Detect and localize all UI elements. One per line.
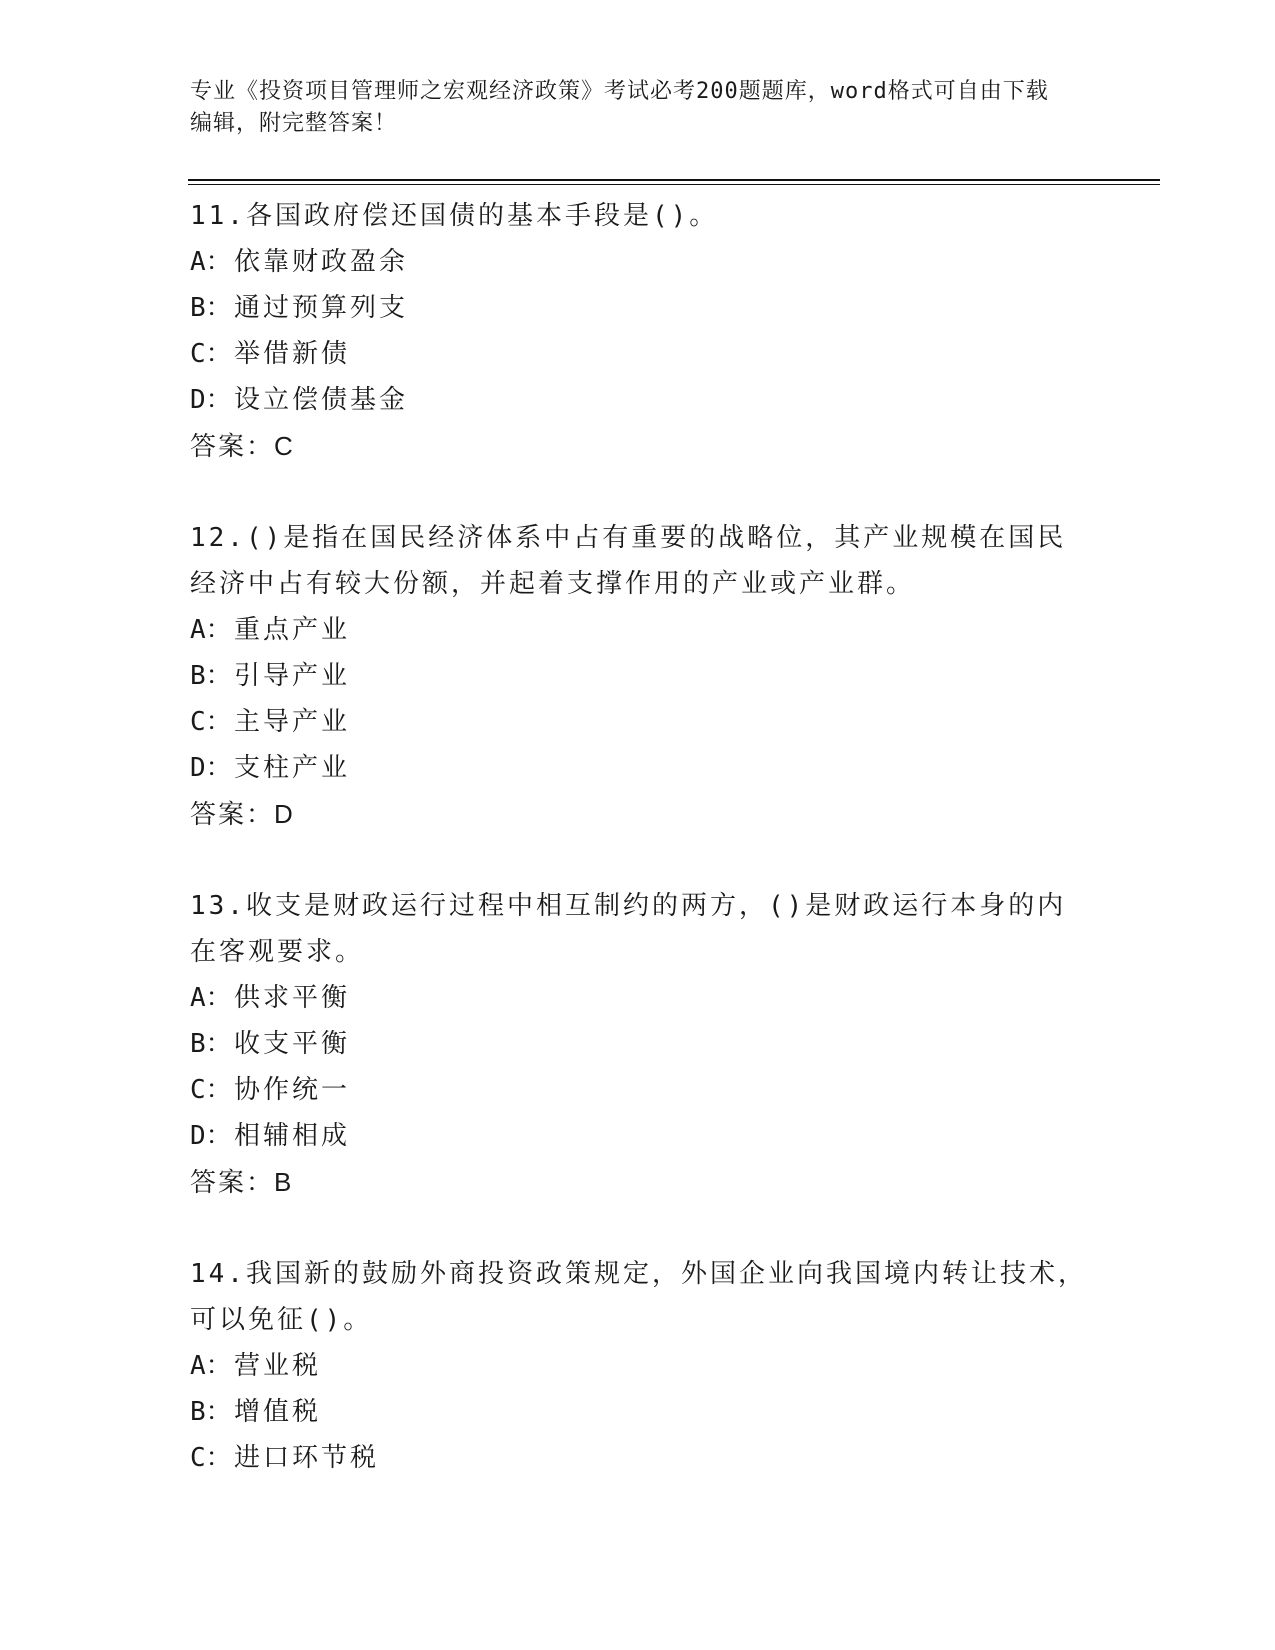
option-a — [190, 975, 1090, 1021]
option-text: 依靠财政盈余 — [234, 247, 409, 277]
question-12 — [190, 515, 1090, 837]
header-divider-thin — [188, 184, 1160, 185]
option-text: 增值税 — [234, 1397, 322, 1427]
option-letter: A： — [190, 247, 232, 277]
option-letter: D： — [190, 753, 232, 783]
option-letter: B： — [190, 1397, 232, 1427]
header-text: 专业《投资项目管理师之宏观经济政策》考试必考200题题库，word格式可自由下载编辑，附完整答案！ — [190, 79, 1049, 136]
option-b — [190, 1389, 1090, 1435]
option-letter: C： — [190, 1075, 232, 1105]
option-letter: B： — [190, 661, 232, 691]
answer-line: 答案：D — [190, 799, 295, 829]
option-text: 设立偿债基金 — [234, 385, 409, 415]
option-text: 营业税 — [234, 1351, 322, 1381]
option-text: 协作统一 — [234, 1075, 351, 1105]
option-b — [190, 285, 1090, 331]
option-text: 收支平衡 — [234, 1029, 351, 1059]
option-letter: A： — [190, 983, 232, 1013]
option-letter: C： — [190, 707, 232, 737]
option-text: 引导产业 — [234, 661, 351, 691]
question-11 — [190, 193, 1090, 469]
option-a — [190, 1343, 1090, 1389]
question-text: 14.我国新的鼓励外商投资政策规定，外国企业向我国境内转让技术，可以免征()。 — [190, 1259, 1087, 1335]
option-letter: B： — [190, 293, 232, 323]
question-text: 12.()是指在国民经济体系中占有重要的战略位，其产业规模在国民经济中占有较大份额，并起着支撑作用的产业或产业群。 — [190, 523, 1067, 599]
option-letter: B： — [190, 1029, 232, 1059]
header-divider-thick — [188, 179, 1160, 181]
option-d — [190, 377, 1090, 423]
question-13 — [190, 883, 1090, 1205]
option-text: 进口环节税 — [234, 1443, 380, 1473]
option-letter: C： — [190, 1443, 232, 1473]
option-text: 供求平衡 — [234, 983, 351, 1013]
answer-line: 答案：B — [190, 1167, 294, 1197]
answer-line: 答案：C — [190, 431, 295, 461]
question-list — [190, 193, 1090, 1527]
option-a — [190, 239, 1090, 285]
option-a — [190, 607, 1090, 653]
option-text: 举借新债 — [234, 339, 351, 369]
option-text: 重点产业 — [234, 615, 351, 645]
option-letter: C： — [190, 339, 232, 369]
option-letter: D： — [190, 385, 232, 415]
option-c — [190, 331, 1090, 377]
option-c — [190, 699, 1090, 745]
option-b — [190, 1021, 1090, 1067]
question-14 — [190, 1251, 1090, 1481]
option-text: 支柱产业 — [234, 753, 351, 783]
option-letter: A： — [190, 1351, 232, 1381]
option-d — [190, 745, 1090, 791]
option-c — [190, 1067, 1090, 1113]
option-c — [190, 1435, 1090, 1481]
question-text: 13.收支是财政运行过程中相互制约的两方，()是财政运行本身的内在客观要求。 — [190, 891, 1067, 967]
option-text: 主导产业 — [234, 707, 351, 737]
option-b — [190, 653, 1090, 699]
question-text: 11.各国政府偿还国债的基本手段是()。 — [190, 201, 719, 231]
option-d — [190, 1113, 1090, 1159]
option-text: 通过预算列支 — [234, 293, 409, 323]
document-header — [190, 76, 1070, 140]
option-letter: D： — [190, 1121, 232, 1151]
option-text: 相辅相成 — [234, 1121, 351, 1151]
option-letter: A： — [190, 615, 232, 645]
